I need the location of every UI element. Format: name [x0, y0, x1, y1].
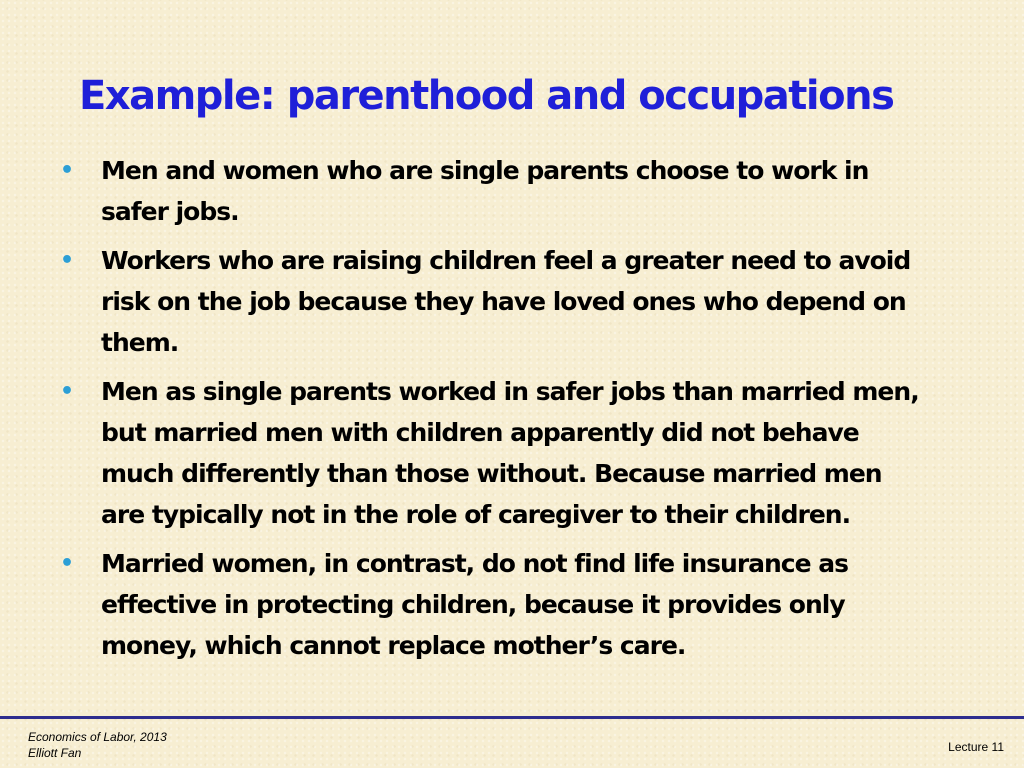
bullet-dot-icon: • — [60, 551, 74, 576]
footer-divider — [0, 716, 1024, 719]
bullet-text: Workers who are raising children feel a greater need to avoid risk on the job because they have loved ones who depend on them. — [101, 246, 911, 357]
footer-author: Elliott Fan — [28, 746, 82, 760]
bullet-text: Men and women who are single parents choose to work in safer jobs. — [101, 156, 869, 226]
bullet-item — [56, 150, 926, 232]
bullet-dot-icon: • — [60, 248, 74, 273]
footer-course: Economics of Labor, 2013 — [28, 730, 167, 744]
slide-title: Example: parenthood and occupations — [79, 73, 894, 119]
footer-lecture-number: Lecture 11 — [948, 740, 1004, 754]
bullet-list — [56, 150, 926, 674]
footer-credits — [28, 729, 167, 761]
bullet-text: Married women, in contrast, do not find life insurance as effective in protecting children, because it provides only money, which cannot replace mother’s care. — [101, 549, 849, 660]
bullet-dot-icon: • — [60, 158, 74, 183]
bullet-item — [56, 371, 926, 535]
bullet-item — [56, 543, 926, 666]
bullet-dot-icon: • — [60, 379, 74, 404]
bullet-text: Men as single parents worked in safer jobs than married men, but married men with children apparently did not behave much differently than those without. Because married men are typically not in the role of caregiver to their children. — [101, 377, 919, 529]
bullet-item — [56, 240, 926, 363]
